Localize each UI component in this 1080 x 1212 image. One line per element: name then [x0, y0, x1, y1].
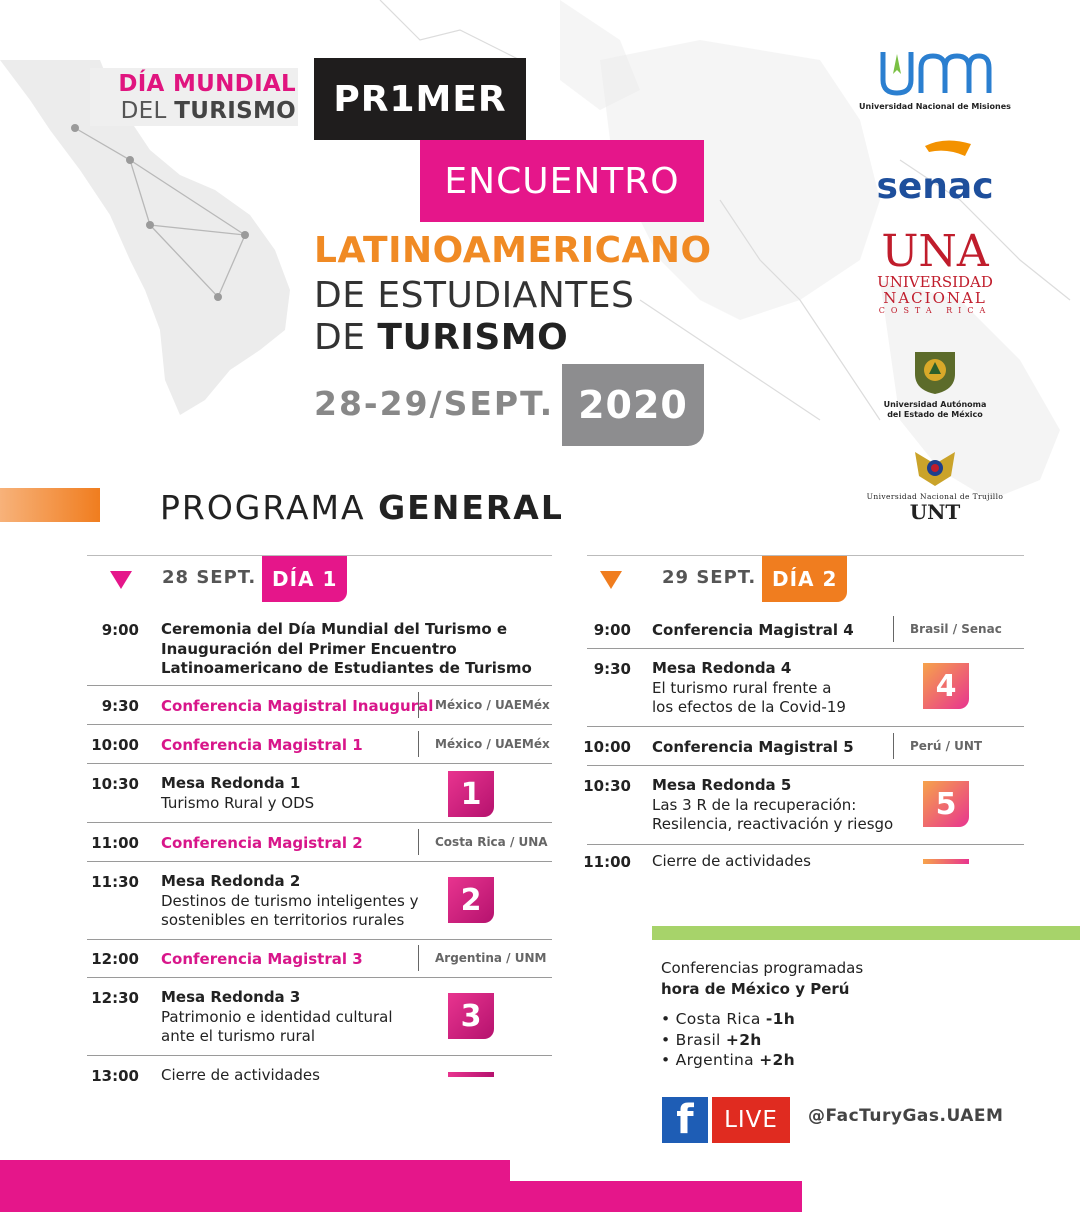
- senac-wordmark: senac: [876, 166, 994, 207]
- timezone-note: [661, 958, 863, 1071]
- unt-emblem-icon: [909, 446, 961, 488]
- green-accent-bar: [652, 926, 1080, 940]
- de-estudiantes-de-turismo: DE ESTUDIANTES DE TURISMO: [314, 275, 635, 358]
- end-dash: [448, 1072, 494, 1077]
- day2-badge: DÍA 2: [762, 556, 847, 602]
- list-item: • Brasil +2h: [661, 1030, 762, 1049]
- table-row: 11:00 Cierre de actividades: [587, 845, 1024, 881]
- unm-caption: Universidad Nacional de Misiones: [859, 102, 1011, 111]
- bottom-pink-bar-step: [510, 1181, 802, 1212]
- orange-accent-stripe: [0, 488, 100, 522]
- senac-logo-icon: [875, 136, 995, 208]
- live-badge[interactable]: LIVE: [712, 1097, 790, 1143]
- table-row: 12:00 Conferencia Magistral 3 Argentina / UNM: [87, 940, 552, 978]
- programa-general-title: PROGRAMA GENERAL: [160, 488, 564, 527]
- event-year: 2020: [562, 364, 704, 446]
- table-row: 9:00 Ceremonia del Día Mundial del Turismo e Inauguración del Primer Encuentro Latinoamericano de Estudiantes de Turismo: [87, 610, 552, 686]
- primer-label: PR1MER: [314, 58, 526, 140]
- unt-logo: [850, 446, 1020, 522]
- mesa-redonda-number: 3: [448, 993, 494, 1039]
- day1-date: 28 SEPT.: [162, 567, 257, 588]
- table-row: 10:30 Mesa Redonda 5 Las 3 R de la recuperación: Resilencia, reactivación y riesgo 5: [587, 766, 1024, 845]
- day1-badge: DÍA 1: [262, 556, 347, 602]
- event-dates: 28-29/SEPT.: [314, 384, 555, 423]
- dia-mundial-turismo-label: [90, 68, 298, 126]
- una-wordmark: UNA: [881, 226, 989, 277]
- table-row: 13:00 Cierre de actividades: [87, 1056, 552, 1094]
- table-row: 10:30 Mesa Redonda 1 Turismo Rural y ODS 1: [87, 764, 552, 823]
- note-line2: hora de México y Perú: [661, 979, 850, 998]
- day2-triangle-icon: [600, 571, 622, 589]
- mesa-redonda-number: 5: [923, 781, 969, 827]
- dia-mundial-line2: DEL TURISMO: [120, 98, 296, 124]
- unt-wordmark: UNT: [909, 500, 961, 524]
- mesa-redonda-number: 4: [923, 663, 969, 709]
- table-row: 10:00 Conferencia Magistral 5 Perú / UNT: [587, 727, 1024, 766]
- mesa-redonda-number: 2: [448, 877, 494, 923]
- day1-triangle-icon: [110, 571, 132, 589]
- table-row: 12:30 Mesa Redonda 3 Patrimonio e identidad cultural ante el turismo rural 3: [87, 978, 552, 1056]
- table-row: 11:30 Mesa Redonda 2 Destinos de turismo inteligentes y sostenibles en territorios rurales 2: [87, 862, 552, 940]
- una-logo: UNA UNIVERSIDAD NACIONAL COSTA RICA: [850, 230, 1020, 315]
- table-row: 11:00 Conferencia Magistral 2 Costa Rica / UNA: [87, 823, 552, 862]
- list-item: • Argentina +2h: [661, 1051, 795, 1069]
- dia-mundial-line1: DÍA MUNDIAL: [118, 71, 296, 97]
- unm-logo: [850, 48, 1020, 112]
- end-dash: [923, 859, 969, 864]
- facebook-handle[interactable]: @FacTuryGas.UAEM: [808, 1106, 1004, 1126]
- uaemex-logo: [850, 348, 1020, 420]
- senac-logo: [850, 136, 1020, 212]
- facebook-icon[interactable]: f: [662, 1097, 708, 1143]
- note-line1: Conferencias programadas: [661, 959, 864, 977]
- list-item: • Costa Rica -1h: [661, 1010, 796, 1028]
- table-row: 10:00 Conferencia Magistral 1 México / UAEMéx: [87, 725, 552, 764]
- bottom-pink-bar: [0, 1160, 510, 1212]
- mesa-redonda-number: 1: [448, 771, 494, 817]
- uaemex-caption-2: del Estado de México: [887, 410, 983, 419]
- table-row: 9:30 Mesa Redonda 4 El turismo rural frente a los efectos de la Covid-19 4: [587, 649, 1024, 727]
- latinoamericano-label: LATINOAMERICANO: [314, 230, 712, 271]
- day2-date: 29 SEPT.: [662, 567, 757, 588]
- uaemex-shield-icon: [909, 348, 961, 396]
- day1-header: [87, 555, 552, 601]
- table-row: 9:00 Conferencia Magistral 4 Brasil / Senac: [587, 610, 1024, 649]
- timezone-list: [661, 1009, 863, 1071]
- unt-caption: Universidad Nacional de Trujillo: [866, 492, 1004, 501]
- unm-logo-icon: [875, 48, 995, 98]
- encuentro-label: ENCUENTRO: [420, 140, 704, 222]
- table-row: 9:30 Conferencia Magistral Inaugural México / UAEMéx: [87, 686, 552, 725]
- day2-header: [587, 555, 1024, 601]
- uaemex-caption-1: Universidad Autónoma: [883, 400, 987, 409]
